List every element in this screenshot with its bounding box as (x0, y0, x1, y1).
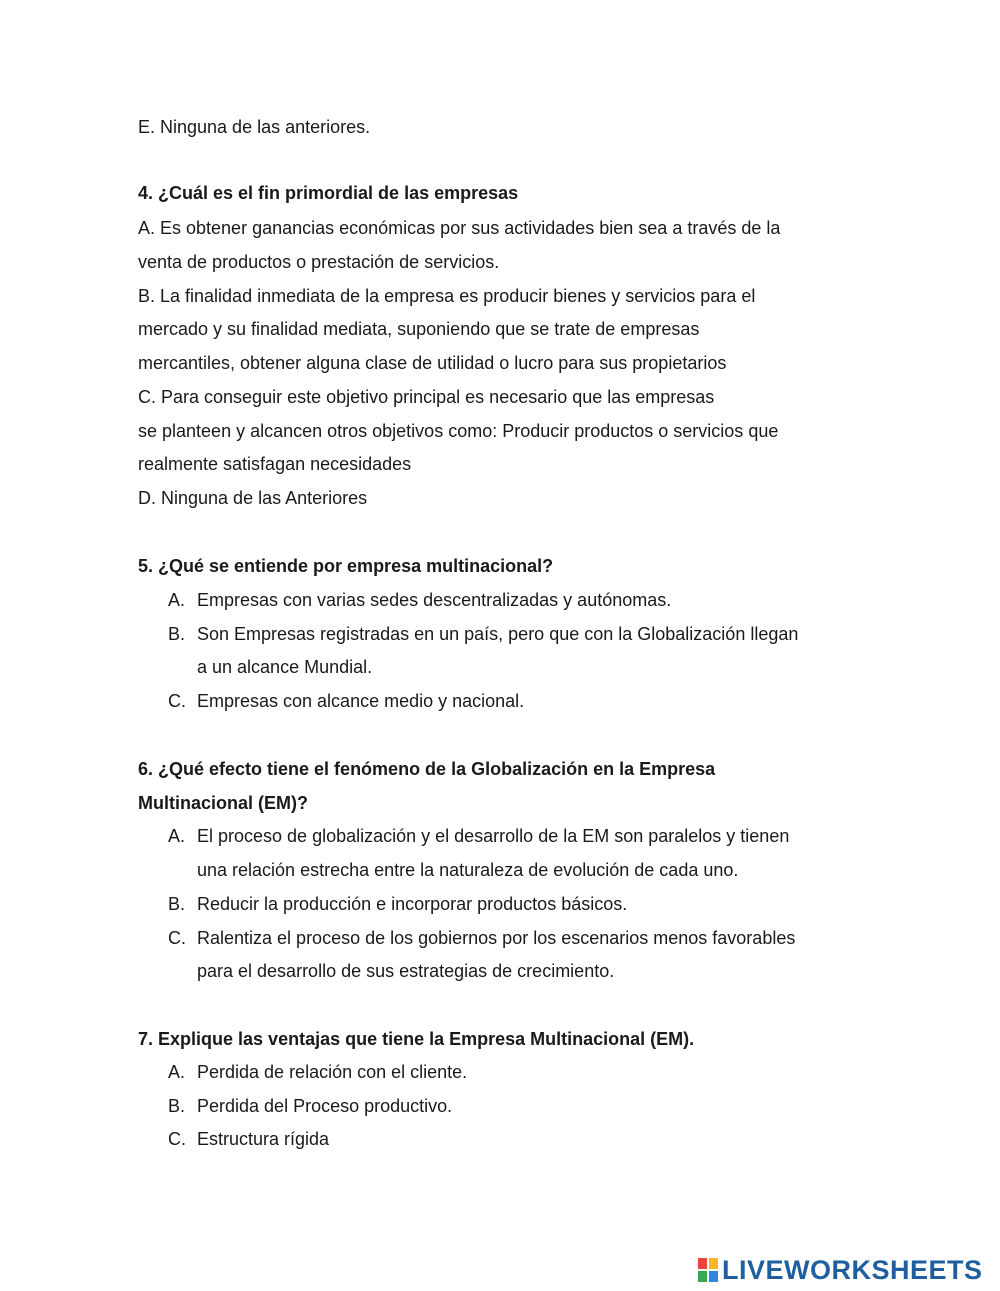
option-text: El proceso de globalización y el desarrollo de la EM son paralelos y tienen (197, 826, 790, 846)
option-text: Son Empresas registradas en un país, pero que con la Globalización llegan (197, 624, 799, 644)
option-text: Empresas con alcance medio y nacional. (197, 691, 525, 711)
q4-line: C. Para conseguir este objetivo principal es necesario que las empresas (138, 387, 715, 407)
logo-text: LIVEWORKSHEETS (722, 1254, 983, 1285)
q4-line: mercantiles, obtener alguna clase de utilidad o lucro para sus propietarios (138, 353, 727, 373)
q4-line: realmente satisfagan necesidades (138, 454, 412, 474)
logo-block-green (697, 1270, 708, 1283)
question-6-title-cont: Multinacional (EM)? (138, 793, 308, 813)
logo-block-blue (708, 1270, 719, 1283)
option-letter: B. (168, 624, 186, 644)
prev-option-e: E. Ninguna de las anteriores. (138, 117, 371, 137)
option-letter: A. (168, 1062, 186, 1082)
logo-block-red (697, 1257, 708, 1270)
option-letter: A. (168, 826, 186, 846)
liveworksheets-logo (697, 1254, 983, 1286)
logo-block-yellow (708, 1257, 719, 1270)
q4-line: se planteen y alcancen otros objetivos como: Producir productos o servicios que (138, 421, 779, 441)
option-letter: C. (168, 928, 186, 948)
option-letter: C. (168, 1129, 186, 1149)
option-letter: C. (168, 691, 186, 711)
question-7-title: 7. Explique las ventajas que tiene la Empresa Multinacional (EM). (138, 1029, 695, 1049)
q4-line: mercado y su finalidad mediata, suponiendo que se trate de empresas (138, 319, 700, 339)
option-text: una relación estrecha entre la naturaleza de evolución de cada uno. (197, 860, 739, 880)
option-text: Ralentiza el proceso de los gobiernos por los escenarios menos favorables (197, 928, 796, 948)
q4-line: A. Es obtener ganancias económicas por sus actividades bien sea a través de la (138, 218, 781, 238)
q4-line: D. Ninguna de las Anteriores (138, 488, 368, 508)
option-text: Estructura rígida (197, 1129, 330, 1149)
question-6-title: 6. ¿Qué efecto tiene el fenómeno de la Globalización en la Empresa (138, 759, 716, 779)
option-text: a un alcance Mundial. (197, 657, 373, 677)
option-text: Perdida del Proceso productivo. (197, 1096, 453, 1116)
q4-line: B. La finalidad inmediata de la empresa es producir bienes y servicios para el (138, 286, 756, 306)
live-blocks-icon (697, 1257, 719, 1283)
option-text: Perdida de relación con el cliente. (197, 1062, 468, 1082)
option-text: Empresas con varias sedes descentralizadas y autónomas. (197, 590, 672, 610)
option-letter: B. (168, 894, 186, 914)
question-4-title: 4. ¿Cuál es el fin primordial de las empresas (138, 183, 519, 203)
q4-line: venta de productos o prestación de servicios. (138, 252, 500, 272)
option-text: para el desarrollo de sus estrategias de crecimiento. (197, 961, 615, 981)
option-letter: B. (168, 1096, 186, 1116)
option-text: Reducir la producción e incorporar productos básicos. (197, 894, 628, 914)
option-letter: A. (168, 590, 186, 610)
question-5-title: 5. ¿Qué se entiende por empresa multinacional? (138, 556, 554, 576)
